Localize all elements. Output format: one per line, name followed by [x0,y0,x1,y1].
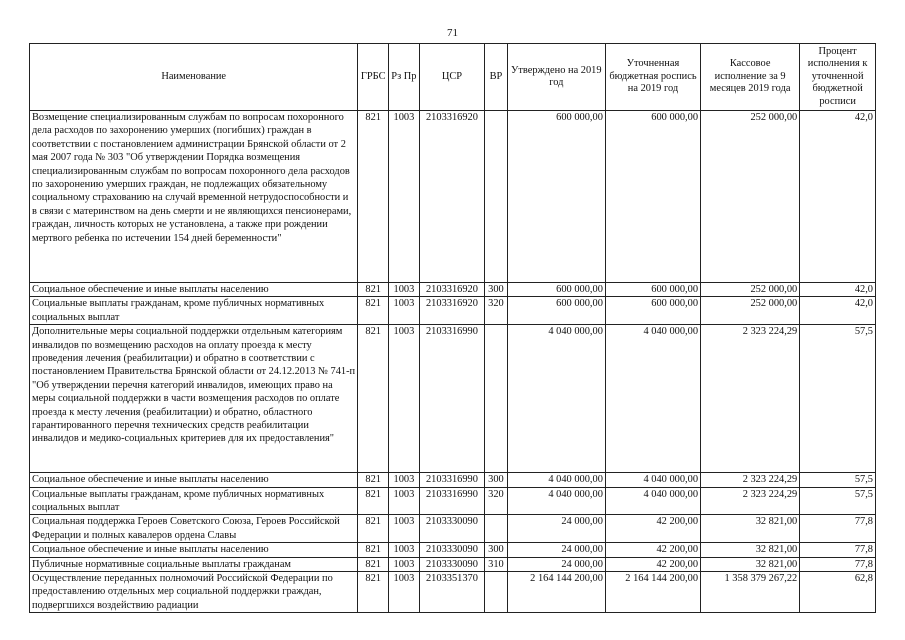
row-csr: 2103316990 [419,487,484,515]
header-percent: Процент исполнения к уточненной бюджетной росписи [800,44,876,111]
row-csr: 2103316990 [419,473,484,487]
header-cash: Кассовое исполнение за 9 месяцев 2019 года [701,44,800,111]
row-rz-pr: 1003 [389,543,420,557]
row-vr: 300 [485,283,508,297]
row-vr [485,515,508,543]
row-specified: 42 200,00 [605,515,700,543]
row-name: Социальное обеспечение и иные выплаты населению [30,283,358,297]
table-header-row [30,44,876,111]
row-name: Социальные выплаты гражданам, кроме публичных нормативных социальных выплат [30,297,358,325]
row-cash: 252 000,00 [701,297,800,325]
row-percent: 57,5 [800,473,876,487]
row-cash: 2 323 224,29 [701,325,800,473]
row-approved: 24 000,00 [507,557,605,571]
row-grbs: 821 [358,487,389,515]
row-vr: 320 [485,297,508,325]
row-name: Дополнительные меры социальной поддержки отдельным категориям инвалидов по возмещению расходов на оплату проезда к месту проведения лечения (реабилитации) и обратно в соответствии с постановлением Правительства Брянской области от 24.12.2013 № 741-п "Об утверждении перечня категорий инвалидов, имеющих право на меры социальной поддержки в части возмещения расходов по оплате проезда к месту лечения (реабилитации) и обратно, областного гарантированного перечня технических средств реабилитации инвалидов и медико-социальных критериев для их предоставления" [30,325,358,473]
row-vr: 310 [485,557,508,571]
row-approved: 600 000,00 [507,297,605,325]
table-row [30,325,876,473]
row-grbs: 821 [358,543,389,557]
row-vr: 320 [485,487,508,515]
row-rz-pr: 1003 [389,515,420,543]
row-approved: 24 000,00 [507,515,605,543]
table-row [30,111,876,283]
row-approved: 2 164 144 200,00 [507,572,605,613]
page-number: 71 [447,27,458,39]
row-percent: 57,5 [800,325,876,473]
row-name: Публичные нормативные социальные выплаты гражданам [30,557,358,571]
row-grbs: 821 [358,283,389,297]
row-approved: 4 040 000,00 [507,487,605,515]
row-grbs: 821 [358,572,389,613]
row-csr: 2103330090 [419,515,484,543]
row-percent: 42,0 [800,283,876,297]
row-csr: 2103351370 [419,572,484,613]
row-rz-pr: 1003 [389,297,420,325]
table-row [30,557,876,571]
row-name: Социальная поддержка Героев Советского Союза, Героев Российской Федерации и полных кавалеров ордена Славы [30,515,358,543]
table-row [30,487,876,515]
row-cash: 32 821,00 [701,543,800,557]
header-approved: Утверждено на 2019 год [507,44,605,111]
row-specified: 42 200,00 [605,557,700,571]
row-name: Социальные выплаты гражданам, кроме публичных нормативных социальных выплат [30,487,358,515]
row-percent: 42,0 [800,297,876,325]
row-approved: 24 000,00 [507,543,605,557]
row-vr [485,111,508,283]
row-rz-pr: 1003 [389,557,420,571]
row-percent: 77,8 [800,515,876,543]
row-cash: 32 821,00 [701,557,800,571]
row-approved: 4 040 000,00 [507,473,605,487]
table-row [30,283,876,297]
table-row [30,543,876,557]
row-specified: 4 040 000,00 [605,325,700,473]
row-csr: 2103330090 [419,557,484,571]
header-vr: ВР [485,44,508,111]
header-specified: Уточненная бюджетная роспись на 2019 год [605,44,700,111]
row-csr: 2103316920 [419,297,484,325]
row-specified: 4 040 000,00 [605,473,700,487]
row-cash: 2 323 224,29 [701,487,800,515]
table-row [30,572,876,613]
row-rz-pr: 1003 [389,487,420,515]
row-cash: 252 000,00 [701,111,800,283]
row-grbs: 821 [358,111,389,283]
row-percent: 62,8 [800,572,876,613]
row-specified: 600 000,00 [605,297,700,325]
row-cash: 1 358 379 267,22 [701,572,800,613]
header-csr: ЦСР [419,44,484,111]
row-vr [485,572,508,613]
row-vr: 300 [485,543,508,557]
row-rz-pr: 1003 [389,283,420,297]
table-row [30,473,876,487]
header-rz-pr: Рз Пр [389,44,420,111]
row-csr: 2103316920 [419,283,484,297]
header-name: Наименование [30,44,358,111]
row-vr [485,325,508,473]
row-rz-pr: 1003 [389,325,420,473]
row-rz-pr: 1003 [389,111,420,283]
row-name: Возмещение специализированным службам по вопросам похоронного дела расходов по захоронению умерших (погибших) граждан в соответствии с постановлением администрации Брянской области от 2 мая 2007 года № 303 "Об утверждении Порядка возмещения специализированным службам по вопросам похоронного дела расходов по захоронению умерших граждан, не подлежащих обязательному социальному страхованию на случай временной нетрудоспособности и в связи с материнством на день смерти и не являющихся пенсионерами, граждан, личность которых не установлена, а также при рождении мертвого ребенка по истечении 154 дней беременности" [30,111,358,283]
row-specified: 600 000,00 [605,111,700,283]
row-cash: 32 821,00 [701,515,800,543]
header-grbs: ГРБС [358,44,389,111]
row-cash: 2 323 224,29 [701,473,800,487]
table-row [30,297,876,325]
row-grbs: 821 [358,473,389,487]
row-percent: 57,5 [800,487,876,515]
row-rz-pr: 1003 [389,473,420,487]
row-percent: 42,0 [800,111,876,283]
row-grbs: 821 [358,515,389,543]
row-percent: 77,8 [800,557,876,571]
row-specified: 4 040 000,00 [605,487,700,515]
budget-table [29,43,876,613]
row-approved: 600 000,00 [507,111,605,283]
row-name: Социальное обеспечение и иные выплаты населению [30,473,358,487]
row-name: Социальное обеспечение и иные выплаты населению [30,543,358,557]
row-csr: 2103316920 [419,111,484,283]
row-grbs: 821 [358,297,389,325]
row-approved: 600 000,00 [507,283,605,297]
row-rz-pr: 1003 [389,572,420,613]
row-approved: 4 040 000,00 [507,325,605,473]
table-row [30,515,876,543]
row-csr: 2103330090 [419,543,484,557]
row-grbs: 821 [358,325,389,473]
row-vr: 300 [485,473,508,487]
row-specified: 2 164 144 200,00 [605,572,700,613]
row-name: Осуществление переданных полномочий Российской Федерации по предоставлению отдельных мер социальной поддержки граждан, подвергшихся воздействию радиации [30,572,358,613]
row-cash: 252 000,00 [701,283,800,297]
row-specified: 42 200,00 [605,543,700,557]
row-percent: 77,8 [800,543,876,557]
row-csr: 2103316990 [419,325,484,473]
row-grbs: 821 [358,557,389,571]
row-specified: 600 000,00 [605,283,700,297]
